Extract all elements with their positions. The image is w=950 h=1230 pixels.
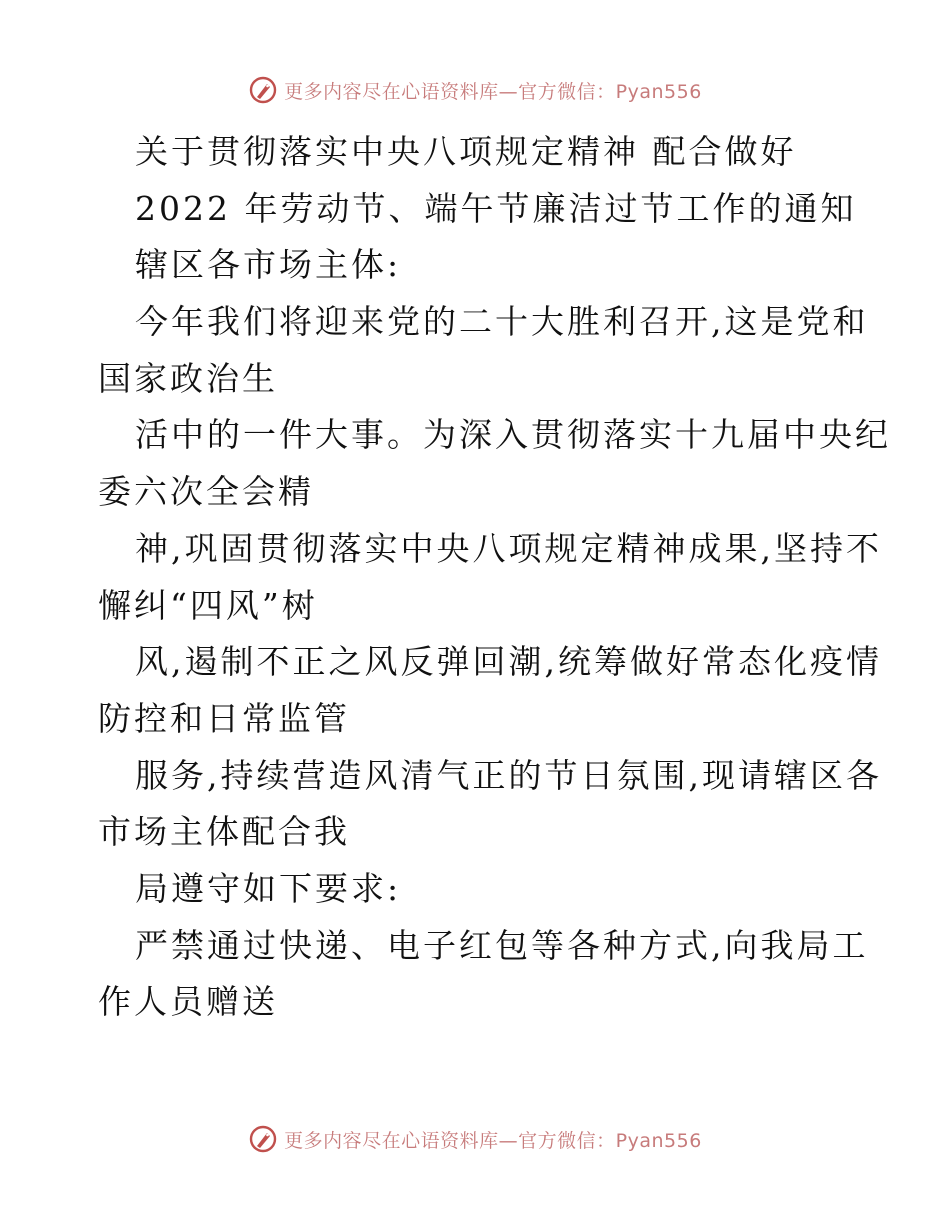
- paragraph-line: 防控和日常监管: [98, 698, 350, 738]
- paragraph-line: 严禁通过快递、电子红包等各种方式,向我局工: [135, 925, 869, 965]
- paragraph-line: 今年我们将迎来党的二十大胜利召开,这是党和: [135, 302, 869, 342]
- paragraph-line: 作人员赠送: [98, 982, 278, 1022]
- title-line-2: 2022 年劳动节、端午节廉洁过节工作的通知: [135, 188, 857, 228]
- paragraph-line: 国家政治生: [98, 358, 278, 398]
- document-body: [98, 124, 891, 1031]
- watermark-text: 更多内容尽在心语资料库—官方微信：Pyan556: [284, 1129, 702, 1152]
- salutation: 辖区各市场主体:: [135, 245, 402, 285]
- title-line-1: 关于贯彻落实中央八项规定精神 配合做好: [135, 132, 797, 171]
- paragraph-line: 神,巩固贯彻落实中央八项规定精神成果,坚持不: [135, 528, 882, 568]
- paragraph-line: 服务,持续营造风清气正的节日氛围,现请辖区各: [135, 755, 882, 795]
- pen-nib-circle-logo-icon: [248, 75, 278, 105]
- paragraph-line: 懈纠“四风”树: [98, 585, 318, 625]
- paragraph-line: 委六次全会精: [98, 472, 314, 512]
- paragraph-line: 市场主体配合我: [98, 812, 350, 852]
- watermark-text: 更多内容尽在心语资料库—官方微信：Pyan556: [284, 80, 702, 103]
- paragraph-line: 风,遏制不正之风反弹回潮,统筹做好常态化疫情: [135, 642, 882, 682]
- footer-watermark: [0, 1119, 950, 1159]
- pen-nib-circle-logo-icon: [248, 1124, 278, 1154]
- paragraph-line: 活中的一件大事。为深入贯彻落实十九届中央纪: [135, 415, 891, 455]
- paragraph-line: 局遵守如下要求:: [135, 868, 402, 908]
- header-watermark: [0, 70, 950, 110]
